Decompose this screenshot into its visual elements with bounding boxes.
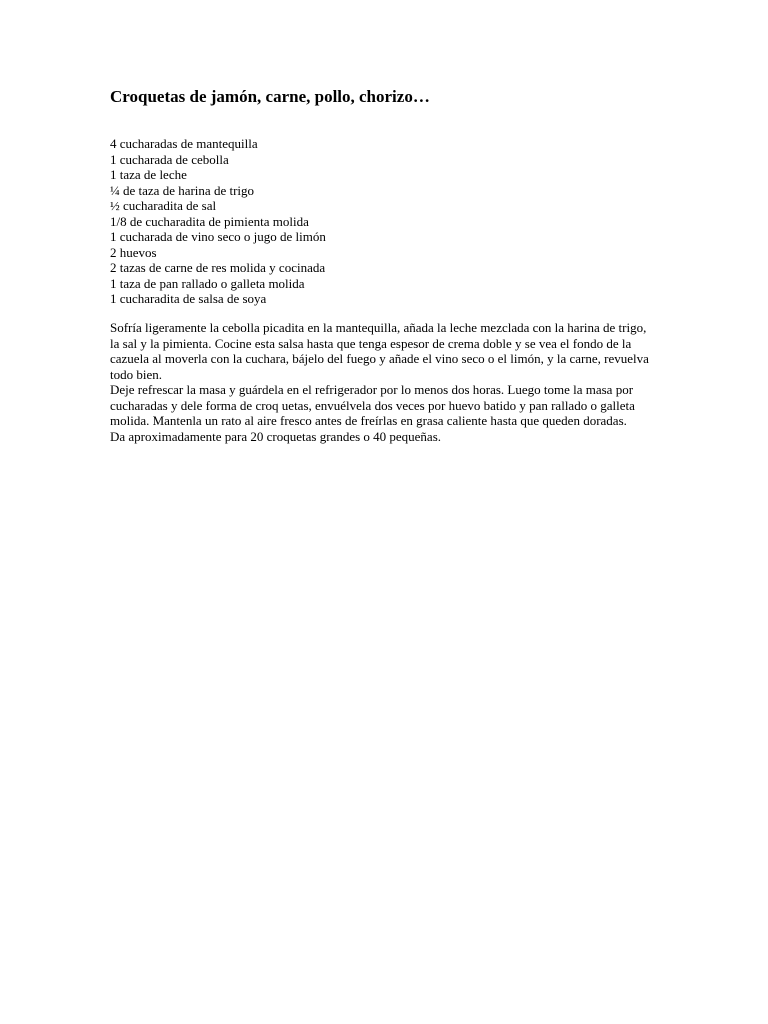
ingredient-list: [110, 136, 326, 307]
instruction-paragraph: Deje refrescar la masa y guárdela en el refrigerador por lo menos dos horas. Luego tome la masa por cucharadas y dele forma de croq uetas, envuélvela dos veces por huevo batido y pan rallado o galleta molida. Mantenla un rato al aire fresco antes de freírlas en grasa caliente hasta que queden doradas.: [110, 382, 635, 428]
instruction-paragraph: Sofría ligeramente la cebolla picadita en la mantequilla, añada la leche mezclada con la harina de trigo, la sal y la pimienta. Cocine esta salsa hasta que tenga espesor de crema doble y se vea el fondo de la cazuela al moverla con la cuchara, bájelo del fuego y añade el vino seco o el limón, y la carne, revuelva todo bien.: [110, 320, 649, 382]
instruction-paragraph: Da aproximadamente para 20 croquetas grandes o 40 pequeñas.: [110, 428, 442, 444]
ingredient-item: 1 taza de pan rallado o galleta molida: [110, 275, 305, 291]
ingredient-item: 1 cucharada de cebolla: [110, 151, 229, 167]
ingredient-item: 1 cucharadita de salsa de soya: [110, 291, 267, 306]
recipe-title: Croquetas de jamón, carne, pollo, chorizo…: [110, 87, 430, 106]
ingredient-item: ½ cucharadita de sal: [110, 198, 217, 213]
ingredient-item: 2 huevos: [110, 244, 157, 260]
ingredient-item: 4 cucharadas de mantequilla: [110, 136, 258, 151]
ingredient-item: 2 tazas de carne de res molida y cocinada: [110, 260, 326, 275]
instructions: [110, 320, 655, 444]
ingredient-item: 1 cucharada de vino seco o jugo de limón: [110, 229, 326, 244]
ingredient-item: ¼ de taza de harina de trigo: [110, 182, 255, 198]
ingredient-item: 1 taza de leche: [110, 167, 187, 182]
ingredient-item: 1/8 de cucharadita de pimienta molida: [110, 213, 309, 229]
